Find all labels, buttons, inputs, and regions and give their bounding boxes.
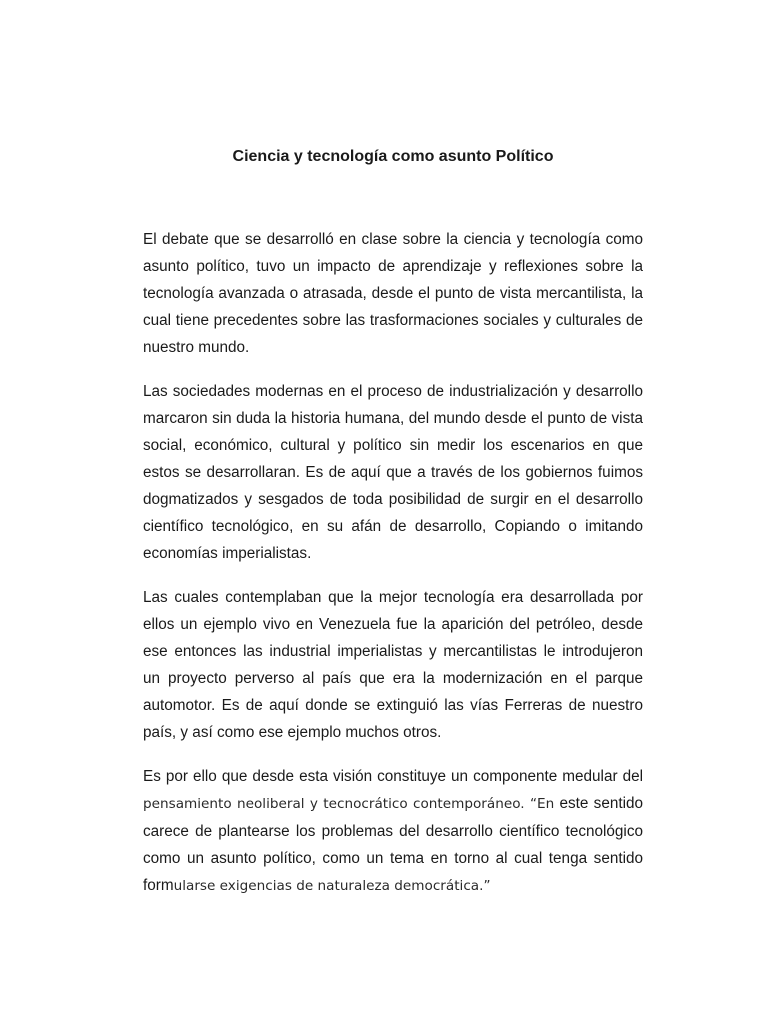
paragraph-4-part-3: este sentido carece de plantearse los problemas del desarrollo científico tecnológico como un asunto político, como un tema en torno al cual tenga sentido form bbox=[143, 795, 643, 894]
paragraph-4-part-1: Es por ello que desde esta visión constituye un componente medular del bbox=[143, 768, 643, 785]
paragraph-4-part-2: pensamiento neoliberal y tecnocrático contemporáneo. “En bbox=[143, 796, 555, 812]
document-body bbox=[143, 226, 643, 917]
paragraph-1: El debate que se desarrolló en clase sobre la ciencia y tecnología como asunto político, tuvo un impacto de aprendizaje y reflexiones sobre la tecnología avanzada o atrasada, desde el punto de vista mercantilista, la cual tiene precedentes sobre las trasformaciones sociales y culturales de nuestro mundo. bbox=[143, 231, 643, 356]
paragraph-2: Las sociedades modernas en el proceso de industrialización y desarrollo marcaron sin duda la historia humana, del mundo desde el punto de vista social, económico, cultural y político sin medir los escenarios en que estos se desarrollaran. Es de aquí que a través de los gobiernos fuimos dogmatizados y sesgados de toda posibilidad de surgir en el desarrollo científico tecnológico, en su afán de desarrollo, Copiando o imitando economías imperialistas. bbox=[143, 383, 643, 562]
paragraph-3: Las cuales contemplaban que la mejor tecnología era desarrollada por ellos un ejemplo vivo en Venezuela fue la aparición del petróleo, desde ese entonces las industrial imperialistas y mercantilistas le introdujeron un proyecto perverso al país que era la modernización en el parque automotor. Es de aquí donde se extinguió las vías Ferreras de nuestro país, y así como ese ejemplo muchos otros. bbox=[143, 589, 643, 741]
document-title: Ciencia y tecnología como asunto Político bbox=[232, 148, 554, 165]
paragraph-4-part-4: ularse exigencias de naturaleza democrática.” bbox=[173, 878, 491, 894]
paragraph-4 bbox=[143, 763, 643, 900]
